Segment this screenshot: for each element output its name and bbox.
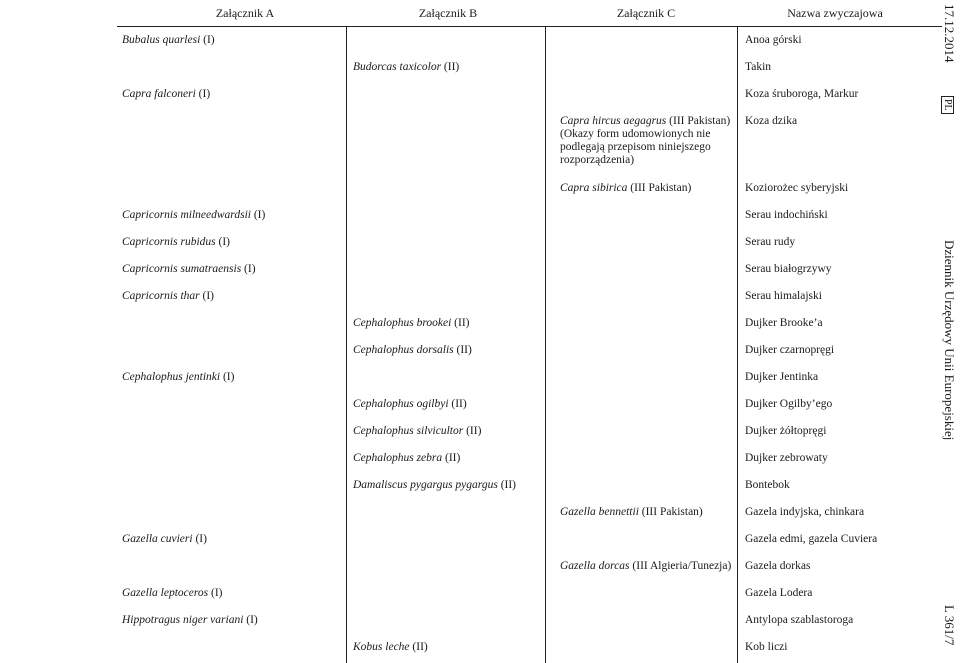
species-name: Capra hircus aegagrus <box>560 115 667 127</box>
appendix-c-cell <box>560 506 735 519</box>
common-name: Kob liczi <box>745 641 788 653</box>
header-col-c: Załącznik C <box>616 6 676 20</box>
common-name: Dujker zebrowaty <box>745 452 828 464</box>
appendix-b-cell <box>353 398 467 411</box>
listing-note: (II) <box>451 317 470 329</box>
common-name: Koza śruboroga, Markur <box>745 88 859 100</box>
common-name: Dujker czarnopręgi <box>745 344 835 356</box>
species-name: Capricornis sumatraensis <box>122 263 242 275</box>
header-rule <box>117 26 942 27</box>
listing-note: (I) <box>200 34 215 46</box>
species-name: Capricornis milneedwardsii <box>122 209 251 221</box>
common-name: Gazela dorkas <box>745 560 811 572</box>
listing-note: (II) <box>453 344 472 356</box>
appendix-a-cell <box>122 88 210 101</box>
common-name: Antylopa szablastoroga <box>745 614 854 626</box>
common-name: Takin <box>745 61 772 73</box>
species-name: Cephalophus ogilbyi <box>353 398 449 410</box>
listing-note: (I) <box>208 587 223 599</box>
common-name: Dujker Jentinka <box>745 371 819 383</box>
common-name: Serau himalajski <box>745 290 822 302</box>
appendix-b-cell <box>353 479 516 492</box>
common-name: Dujker żółtopręgi <box>745 425 827 437</box>
appendix-c-cell <box>560 115 735 167</box>
species-name: Cephalophus brookei <box>353 317 452 329</box>
species-name: Gazella leptoceros <box>122 587 209 599</box>
species-name: Capricornis thar <box>122 290 200 302</box>
common-name: Gazela indyjska, chinkara <box>745 506 865 518</box>
appendix-a-cell <box>122 34 215 47</box>
appendix-b-cell <box>353 452 460 465</box>
sidebar-lang <box>941 96 956 114</box>
common-name: Serau białogrzywy <box>745 263 832 275</box>
species-name: Capra sibirica <box>560 182 628 194</box>
language-badge: PL <box>941 96 954 114</box>
listing-note: (I) <box>250 209 266 221</box>
column-divider-c <box>737 26 738 663</box>
listing-note: (III Pakistan) <box>627 182 692 194</box>
common-name: Dujker Brooke’a <box>745 317 823 329</box>
species-name: Cephalophus zebra <box>353 452 443 464</box>
appendix-b-cell <box>353 344 472 357</box>
header-col-a: Załącznik A <box>215 6 275 20</box>
appendix-a-cell <box>122 263 256 276</box>
header-col-name: Nazwa zwyczajowa <box>787 6 883 20</box>
sidebar-journal: Dziennik Urzędowy Unii Europejskiej <box>942 240 957 441</box>
species-name: Gazella dorcas <box>560 560 630 572</box>
common-name: Koza dzika <box>745 115 798 127</box>
species-name: Capricornis rubidus <box>122 236 216 248</box>
appendix-a-cell <box>122 587 223 600</box>
species-name: Hippotragus niger variani <box>122 614 244 626</box>
appendix-a-cell <box>122 290 214 303</box>
species-name: Gazella cuvieri <box>122 533 193 545</box>
listing-note: (II) <box>441 61 460 73</box>
common-name: Bontebok <box>745 479 790 491</box>
appendix-b-cell <box>353 641 428 654</box>
column-divider-a <box>346 26 347 663</box>
species-name: Bubalus quarlesi <box>122 34 201 46</box>
common-name: Serau rudy <box>745 236 796 248</box>
appendix-a-cell <box>122 533 207 546</box>
listing-note: (I) <box>241 263 256 275</box>
listing-note: (I) <box>192 533 207 545</box>
common-name: Gazela Lodera <box>745 587 813 599</box>
common-name: Serau indochiński <box>745 209 828 221</box>
journal-sidebar <box>926 0 960 663</box>
appendix-a-cell <box>122 236 230 249</box>
species-name: Damaliscus pygargus pygargus <box>353 479 498 491</box>
column-divider-b <box>545 26 546 663</box>
appendix-b-cell <box>353 425 481 438</box>
listing-note: (III Algieria/Tunezja) <box>629 560 732 572</box>
listing-note: (II) <box>409 641 428 653</box>
species-name: Gazella bennettii <box>560 506 639 518</box>
species-name: Cephalophus jentinki <box>122 371 221 383</box>
listing-note: (III Pakistan) <box>638 506 703 518</box>
listing-note: (I) <box>243 614 258 626</box>
species-name: Kobus leche <box>353 641 410 653</box>
listing-note: (III Pakistan) (Okazy form udomowionych nie podlegają przepisom niniejszego rozporządzenia) <box>560 115 734 166</box>
listing-note: (II) <box>448 398 467 410</box>
common-name: Gazela edmi, gazela Cuviera <box>745 533 878 545</box>
species-name: Cephalophus dorsalis <box>353 344 454 356</box>
appendix-a-cell <box>122 614 258 627</box>
appendix-c-cell <box>560 560 735 573</box>
listing-note: (I) <box>195 88 211 100</box>
sidebar-page-ref: L 361/7 <box>942 605 957 646</box>
common-name: Dujker Ogilby’ego <box>745 398 833 410</box>
listing-note: (II) <box>497 479 517 491</box>
listing-note: (I) <box>220 371 235 383</box>
common-name: Anoa górski <box>745 34 802 46</box>
appendix-b-cell <box>353 61 459 74</box>
appendix-a-cell <box>122 371 234 384</box>
species-name: Capra falconeri <box>122 88 196 100</box>
appendix-c-cell <box>560 182 735 195</box>
listing-note: (I) <box>215 236 230 248</box>
appendix-a-cell <box>122 209 265 222</box>
common-name: Koziorożec syberyjski <box>745 182 849 194</box>
listing-note: (I) <box>199 290 215 302</box>
listing-note: (II) <box>463 425 482 437</box>
listing-note: (II) <box>442 452 461 464</box>
species-name: Cephalophus silvicultor <box>353 425 464 437</box>
appendix-b-cell <box>353 317 469 330</box>
species-name: Budorcas taxicolor <box>353 61 442 73</box>
header-col-b: Załącznik B <box>418 6 478 20</box>
sidebar-date: 17.12.2014 <box>942 4 957 63</box>
